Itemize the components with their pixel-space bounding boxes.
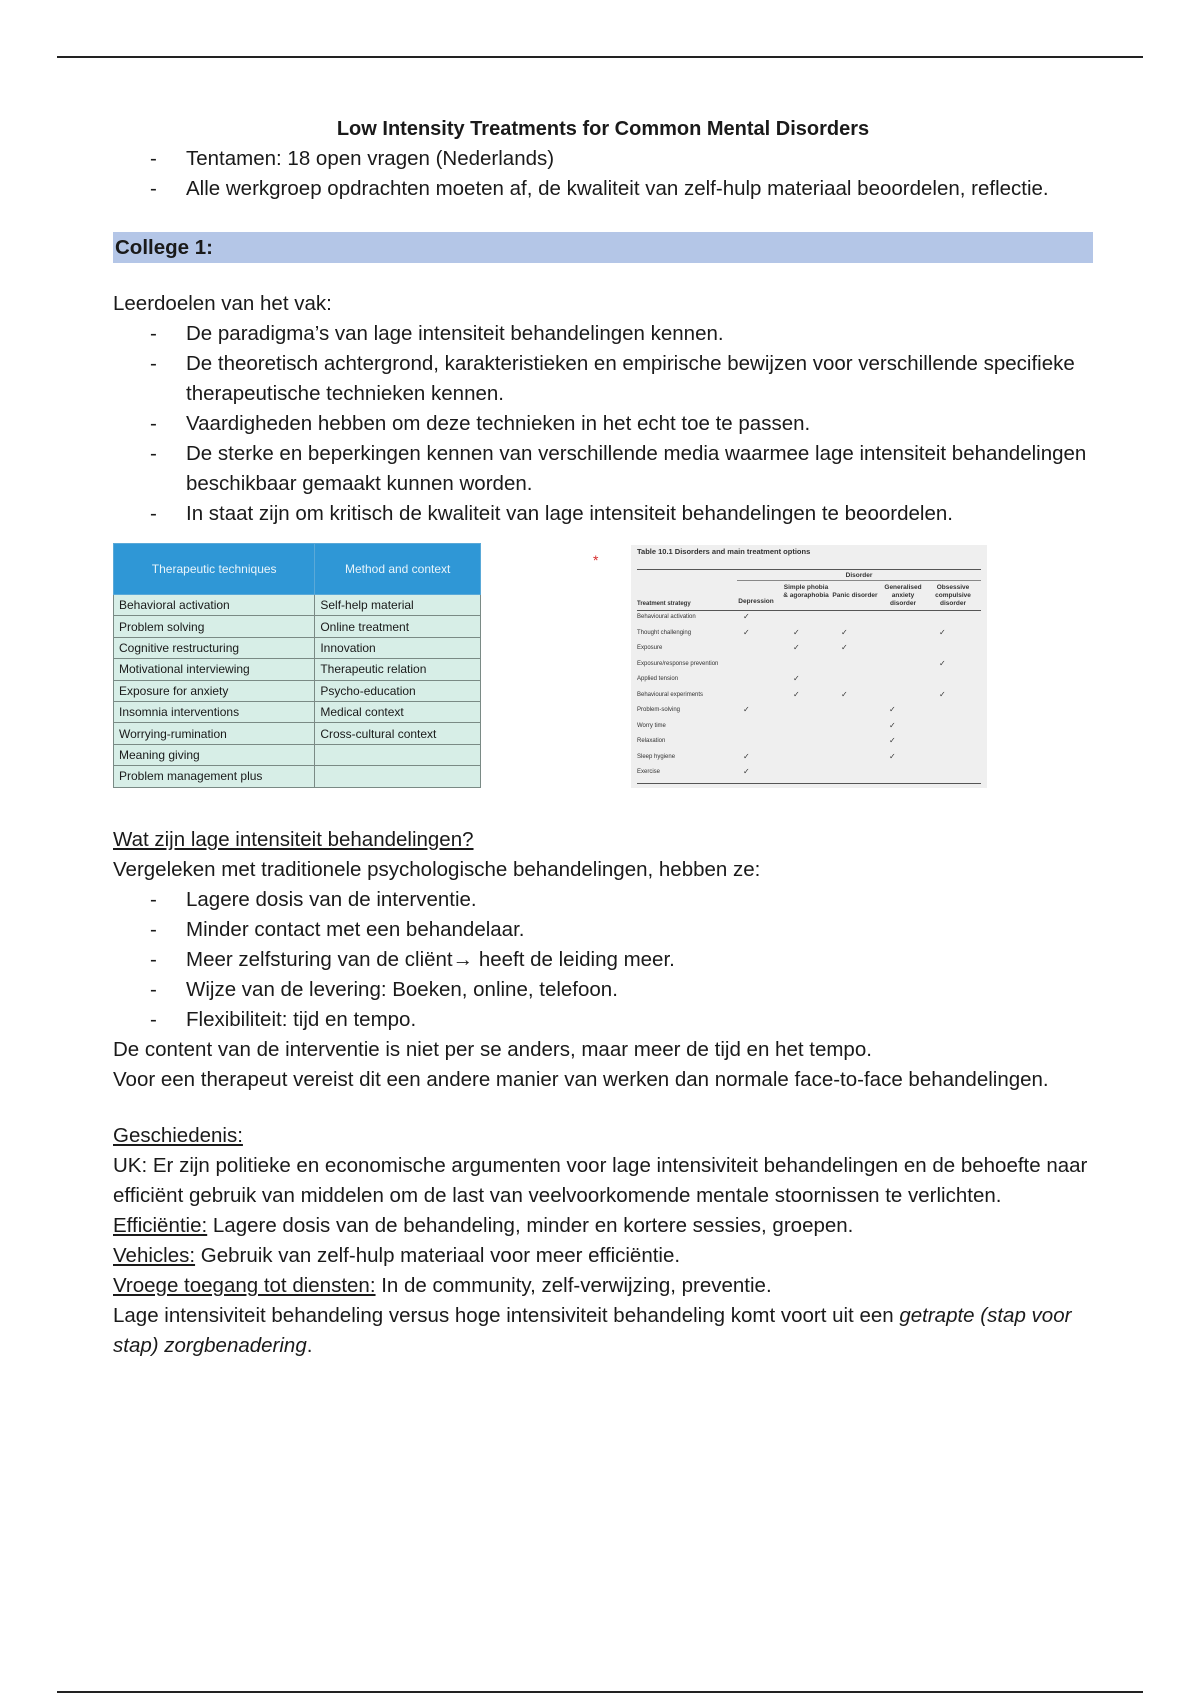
- inline-text: In de community, zelf-verwijzing, preventie.: [375, 1274, 772, 1297]
- disorders-row-label: Problem-solving: [637, 707, 681, 713]
- lage-intro: Vergeleken met traditionele psychologische behandelingen, hebben ze:: [113, 858, 761, 881]
- check-icon: ✓: [743, 612, 750, 621]
- list-item: - Meer zelfsturing van de cliënt→ heeft de leiding meer.: [186, 945, 1093, 975]
- leerdoelen-list: [113, 319, 1093, 529]
- check-icon: ✓: [889, 736, 896, 745]
- section-heading-college: College 1:: [113, 232, 1093, 263]
- table-row: [114, 595, 481, 616]
- table-cell: Online treatment: [315, 616, 481, 637]
- paragraph: UK: Er zijn politieke en economische argumenten voor lage intensiviteit behandelingen en de behoefte naar efficiënt gebruik van middelen om de last van veelvoorkomende mentale stoornissen te verlichten.: [113, 1154, 1088, 1207]
- lage-list: [113, 885, 1093, 1035]
- disorders-table-image: [631, 545, 987, 788]
- check-icon: ✓: [889, 751, 896, 761]
- document-title: Low Intensity Treatments for Common Mental Disorders: [336, 118, 870, 140]
- treatment-strategy-header: Treatment strategy: [637, 601, 691, 607]
- disorders-row-label: Exercise: [637, 769, 661, 775]
- table-cell: Exposure for anxiety: [114, 680, 315, 701]
- check-icon: ✓: [939, 658, 946, 668]
- disorders-row-label: Worry time: [637, 722, 666, 729]
- table-cell: Problem management plus: [114, 766, 315, 787]
- list-item: - De paradigma’s van lage intensiteit behandelingen kennen.: [186, 319, 1093, 349]
- table-row: [114, 766, 481, 787]
- table-cell: Psycho-education: [315, 680, 481, 701]
- disorders-row-label: Thought challenging: [637, 629, 692, 636]
- table-cell: Medical context: [315, 701, 481, 722]
- inline-label: Vroege toegang tot diensten:: [113, 1274, 376, 1297]
- inline-text: .: [306, 1334, 313, 1357]
- inline-text: Lage intensiviteit behandeling versus hoge intensiviteit behandeling komt voort uit een: [113, 1304, 900, 1327]
- check-icon: ✓: [743, 751, 750, 761]
- paragraph-vehicles: [113, 1241, 1093, 1271]
- paragraph: De content van de interventie is niet per se anders, maar meer de tijd en het tempo.: [113, 1038, 872, 1061]
- disorder-group-header: Disorder: [737, 572, 981, 581]
- techniques-table: [113, 543, 481, 788]
- column-header: Panic disorder: [832, 592, 878, 599]
- check-icon: ✓: [793, 689, 800, 699]
- list-item: - Alle werkgroep opdrachten moeten af, de kwaliteit van zelf-hulp materiaal beoordelen, reflectie.: [186, 174, 1093, 204]
- column-header: Depression: [738, 598, 774, 605]
- check-icon: ✓: [743, 705, 750, 714]
- disorders-row-label: Behavioural activation: [637, 614, 696, 620]
- asterisk-icon: *: [593, 552, 599, 568]
- table-row: [114, 680, 481, 701]
- column-header: Simple phobia & agoraphobia: [783, 584, 829, 599]
- disorders-row-label: Exposure/response prevention: [637, 660, 719, 667]
- inline-text: Lagere dosis van de behandeling, minder en kortere sessies, groepen.: [207, 1214, 854, 1237]
- check-icon: ✓: [793, 627, 800, 637]
- disorders-row-label: Sleep hygiene: [637, 753, 676, 760]
- list-item: - Wijze van de levering: Boeken, online, telefoon.: [186, 975, 1093, 1005]
- document-page: [113, 114, 1093, 1361]
- disorders-table-caption: Table 10.1 Disorders and main treatment options: [637, 547, 811, 556]
- inline-italic: getrapte (stap voor stap) zorgbenadering: [113, 1304, 1072, 1357]
- list-item: - Flexibiliteit: tijd en tempo.: [186, 1005, 1093, 1035]
- inline-text: Gebruik van zelf-hulp materiaal voor meer efficiëntie.: [195, 1244, 681, 1267]
- figures-row: [113, 543, 1093, 813]
- table-cell: Self-help material: [315, 595, 481, 616]
- check-icon: ✓: [939, 627, 946, 637]
- table-cell: Motivational interviewing: [114, 659, 315, 680]
- check-icon: ✓: [889, 720, 896, 730]
- disorders-row-label: Exposure: [637, 645, 663, 651]
- list-item: - Lagere dosis van de interventie.: [186, 885, 1093, 915]
- paragraph: Voor een therapeut vereist dit een andere manier van werken dan normale face-to-face behandelingen.: [113, 1068, 1049, 1091]
- check-icon: ✓: [841, 627, 848, 637]
- table-cell: Insomnia interventions: [114, 701, 315, 722]
- list-item: - Tentamen: 18 open vragen (Nederlands): [186, 144, 1093, 174]
- table-header: Method and context: [315, 544, 481, 595]
- paragraph-closing: [113, 1301, 1093, 1361]
- table-cell: Worrying-rumination: [114, 723, 315, 744]
- leerdoelen-heading: Leerdoelen van het vak:: [113, 292, 332, 315]
- list-item: - Vaardigheden hebben om deze technieken in het echt toe te passen.: [186, 409, 1093, 439]
- table-cell: Behavioral activation: [114, 595, 315, 616]
- table-cell: Problem solving: [114, 616, 315, 637]
- table-cell: Therapeutic relation: [315, 659, 481, 680]
- table-cell: [315, 744, 481, 765]
- inline-label: Vehicles:: [113, 1244, 196, 1267]
- list-item: - In staat zijn om kritisch de kwaliteit van lage intensiteit behandelingen te beoordelen.: [186, 499, 1093, 529]
- check-icon: ✓: [841, 643, 848, 652]
- check-icon: ✓: [841, 689, 848, 699]
- bottom-rule: [57, 1691, 1143, 1693]
- column-header: Generalised anxiety disorder: [884, 584, 922, 607]
- check-icon: ✓: [939, 689, 946, 699]
- table-row: [114, 637, 481, 658]
- table-header: Therapeutic techniques: [114, 544, 315, 595]
- table-end-rule: [637, 783, 981, 784]
- table-row: [114, 659, 481, 680]
- table-row: [114, 723, 481, 744]
- check-icon: ✓: [743, 767, 750, 776]
- check-icon: ✓: [793, 674, 800, 683]
- table-row: [114, 616, 481, 637]
- section-heading-geschiedenis: Geschiedenis:: [113, 1124, 243, 1147]
- table-cell: Innovation: [315, 637, 481, 658]
- disorders-row-label: Applied tension: [637, 676, 679, 682]
- check-icon: ✓: [889, 705, 896, 714]
- paragraph-efficientie: [113, 1211, 1093, 1241]
- table-cell: [315, 766, 481, 787]
- list-item: - Minder contact met een behandelaar.: [186, 915, 1093, 945]
- table-cell: Cross-cultural context: [315, 723, 481, 744]
- list-item: - De sterke en beperkingen kennen van verschillende media waarmee lage intensiteit behandelingen beschikbaar gemaakt kunnen worden.: [186, 439, 1093, 499]
- list-item: - De theoretisch achtergrond, karakteristieken en empirische bewijzen voor verschillende specifieke therapeutische technieken kennen.: [186, 349, 1093, 409]
- table-cell: Meaning giving: [114, 744, 315, 765]
- paragraph-vroege-toegang: [113, 1271, 1093, 1301]
- disorders-row-label: Relaxation: [637, 738, 666, 744]
- intro-list: [113, 144, 1093, 204]
- disorders-row-label: Behavioural experiments: [637, 691, 704, 698]
- check-icon: ✓: [743, 627, 750, 637]
- check-icon: ✓: [793, 643, 800, 652]
- top-rule: [57, 56, 1143, 58]
- disorders-table-header: [637, 569, 981, 611]
- inline-label: Efficiëntie:: [113, 1214, 208, 1237]
- column-header: Obsessive compulsive disorder: [935, 584, 971, 607]
- table-row: [114, 701, 481, 722]
- table-row: [114, 744, 481, 765]
- table-cell: Cognitive restructuring: [114, 637, 315, 658]
- section-heading-lage-intensiteit: Wat zijn lage intensiteit behandelingen?: [113, 828, 474, 851]
